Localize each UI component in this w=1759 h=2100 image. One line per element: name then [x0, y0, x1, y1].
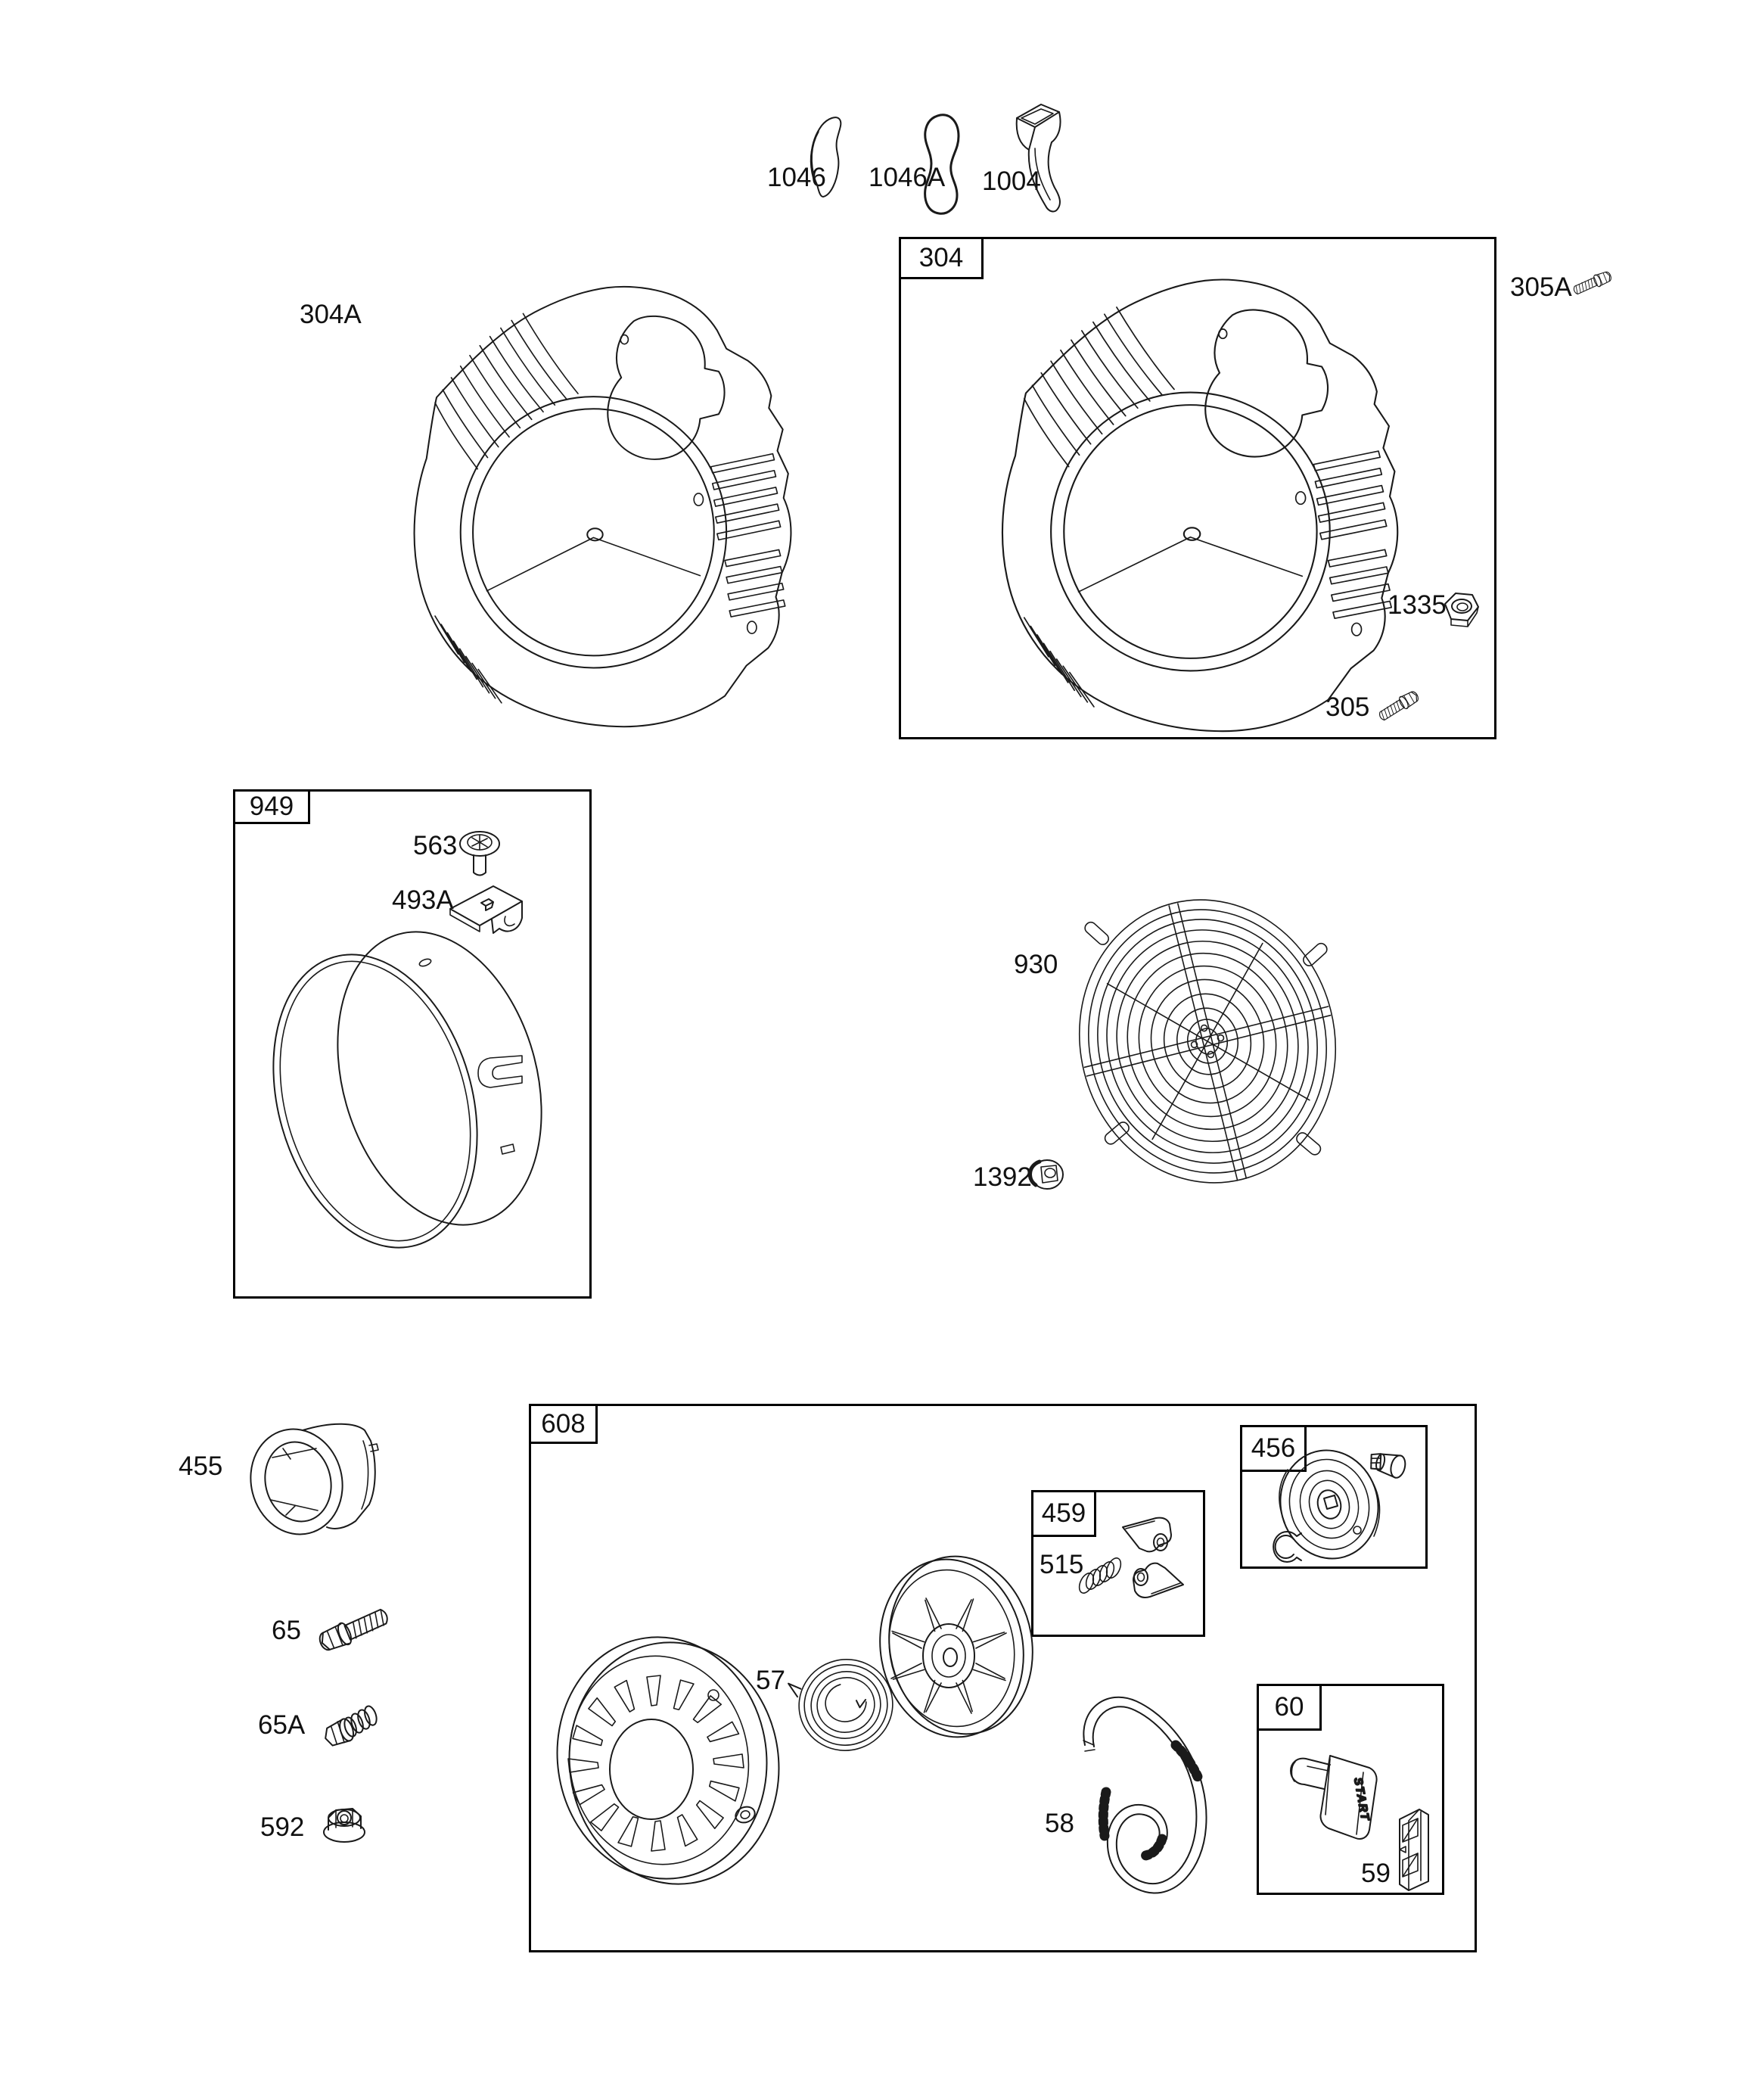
start-handle-60-illustration: [1285, 1739, 1385, 1851]
part-label-65: 65: [272, 1616, 301, 1645]
part-label-1004: 1004: [982, 166, 1041, 196]
pawl-upper-illustration: [1117, 1514, 1176, 1560]
part-label-515: 515: [1040, 1550, 1084, 1579]
part-label-304A: 304A: [300, 300, 362, 329]
part-label-493A: 493A: [392, 885, 454, 915]
group-label-459: 459: [1031, 1490, 1096, 1537]
nut-1392-illustration: [1029, 1158, 1067, 1194]
bolt-65-illustration: [316, 1589, 398, 1657]
deflector-1004-illustration: [1006, 100, 1068, 227]
starter-housing-illustration: [555, 1633, 783, 1895]
blower-cover-949-illustration: [269, 923, 530, 1265]
grommet-455-illustration: [242, 1415, 384, 1541]
part-label-1046A: 1046A: [869, 163, 946, 192]
part-label-58: 58: [1045, 1809, 1074, 1838]
blower-housing-304-illustration: [947, 262, 1401, 731]
part-label-1392: 1392: [973, 1162, 1032, 1192]
nut-592-illustration: [321, 1801, 369, 1846]
part-label-455: 455: [179, 1451, 223, 1481]
blower-housing-304A-illustration: [362, 269, 794, 726]
part-label-592: 592: [260, 1812, 305, 1842]
group-label-304: 304: [899, 237, 984, 279]
group-label-60: 60: [1257, 1684, 1322, 1731]
screw-563-illustration: [452, 827, 507, 882]
start-handle-text: START: [1351, 1776, 1372, 1823]
part-label-65A: 65A: [258, 1710, 306, 1740]
part-label-57: 57: [756, 1666, 785, 1695]
starter-rope-58-illustration: [1062, 1680, 1225, 1907]
part-label-563: 563: [413, 831, 458, 860]
part-label-930: 930: [1014, 950, 1058, 979]
bolt-305-illustration: [1375, 678, 1422, 723]
pawl-lower-illustration: [1127, 1554, 1189, 1603]
air-guide-1046-illustration: [800, 112, 846, 203]
part-label-59: 59: [1361, 1859, 1391, 1888]
pulley-illustration: [876, 1556, 1033, 1747]
bolt-65A-illustration: [316, 1694, 387, 1756]
starter-clutch-456-illustration: [1257, 1438, 1428, 1570]
nut-1335-illustration: [1439, 587, 1483, 630]
rope-guide-59-illustration: [1392, 1806, 1439, 1894]
part-label-305: 305: [1325, 692, 1370, 722]
group-label-608: 608: [529, 1404, 598, 1444]
fan-guard-930-illustration: [1077, 891, 1341, 1191]
group-label-949: 949: [233, 789, 310, 824]
bolt-305A-illustration: [1571, 257, 1614, 300]
group-label-456: 456: [1240, 1425, 1307, 1472]
part-label-1046: 1046: [767, 163, 826, 192]
part-label-305A: 305A: [1510, 272, 1572, 302]
air-guide-1046A-illustration: [918, 110, 965, 218]
part-label-1335: 1335: [1388, 590, 1447, 620]
